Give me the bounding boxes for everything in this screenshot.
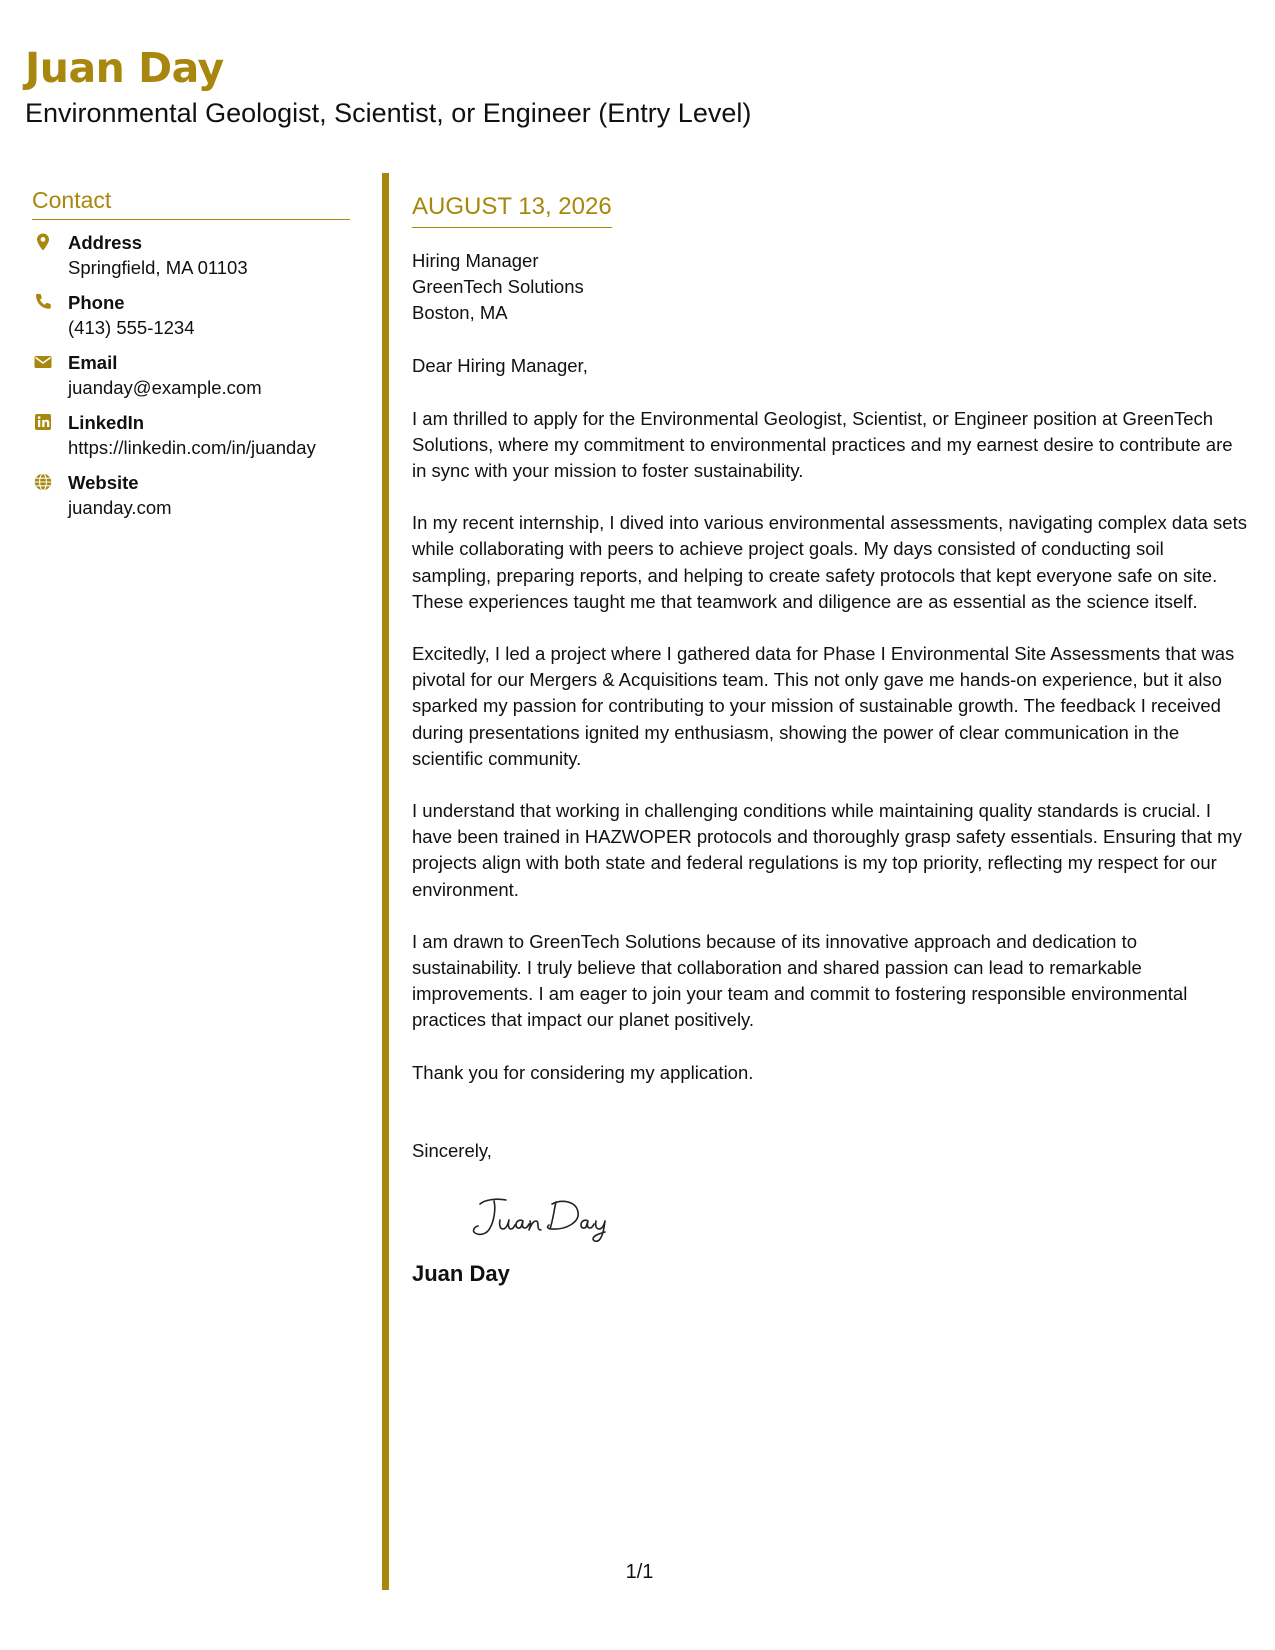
phone-icon — [32, 291, 54, 313]
contact-item-email — [32, 350, 350, 400]
handwritten-signature — [460, 1190, 640, 1246]
letter-paragraph: Thank you for considering my application. — [412, 1061, 754, 1083]
job-title: Environmental Geologist, Scientist, or Engineer (Entry Level) — [25, 98, 752, 128]
address-value: Springfield, MA 01103 — [68, 256, 248, 278]
website-label: Website — [68, 471, 139, 493]
page-number-text: 1/1 — [625, 1561, 654, 1583]
contact-item-linkedin — [32, 410, 350, 460]
website-value: juanday.com — [68, 496, 172, 518]
letter-date: AUGUST 13, 2026 — [412, 193, 612, 228]
email-value: juanday@example.com — [68, 376, 262, 398]
signed-name: Juan Day — [412, 1260, 510, 1286]
letter-paragraph: I understand that working in challenging conditions while maintaining quality standards is crucial. I have been trained in HAZWOPER protocols and thoroughly grasp safety essentials. Ensuring that my projects align with both state and federal regulations is my top priority, reflecting my respect for our environment. — [412, 800, 1242, 900]
envelope-icon — [32, 351, 54, 373]
page-number — [0, 1560, 1275, 1584]
vertical-divider — [382, 173, 389, 1590]
letter-paragraph: In my recent internship, I dived into various environmental assessments, navigating complex data sets while collaborating with peers to achieve project goals. My days consisted of conducting soil sampling, preparing reports, and helping to create safety protocols that kept everyone safe on site. These experiences taught me that teamwork and diligence are as essential as the science itself. — [412, 512, 1247, 612]
letter-body — [412, 193, 1247, 1288]
contact-item-website — [32, 470, 350, 520]
phone-label: Phone — [68, 291, 125, 313]
recipient-company: GreenTech Solutions — [412, 275, 584, 297]
contact-sidebar — [32, 187, 350, 530]
contact-item-phone — [32, 290, 350, 340]
salutation: Dear Hiring Manager, — [412, 354, 588, 376]
letter-paragraph: I am drawn to GreenTech Solutions because of its innovative approach and dedication to sustainability. I truly believe that collaboration and shared passion can lead to remarkable improvements. I am eager to join your team and commit to fostering responsible environmental practices that impact our planet positively. — [412, 930, 1188, 1031]
phone-value: (413) 555-1234 — [68, 316, 195, 338]
linkedin-label: LinkedIn — [68, 411, 145, 433]
globe-icon — [32, 471, 54, 493]
map-pin-icon — [32, 231, 54, 253]
address-label: Address — [68, 231, 143, 253]
linkedin-icon — [32, 411, 54, 433]
closing: Sincerely, — [412, 1139, 492, 1161]
recipient-block — [412, 248, 1247, 326]
contact-heading: Contact — [32, 187, 350, 220]
recipient-name: Hiring Manager — [412, 249, 539, 271]
email-label: Email — [68, 351, 118, 373]
applicant-name: Juan Day — [25, 44, 224, 92]
letter-paragraph: I am thrilled to apply for the Environmental Geologist, Scientist, or Engineer position at GreenTech Solutions, where my commitment to environmental practices and my earnest desire to contribute are in sync with your mission to foster sustainability. — [412, 407, 1233, 481]
linkedin-value: https://linkedin.com/in/juanday — [68, 436, 316, 458]
recipient-location: Boston, MA — [412, 301, 508, 323]
letter-paragraph: Excitedly, I led a project where I gathered data for Phase I Environmental Site Assessments that was pivotal for our Mergers & Acquisitions team. This not only gave me hands-on experience, but it also sparked my passion for contributing to your mission of sustainable growth. The feedback I received during presentations ignited my enthusiasm, showing the power of clear communication in the scientific community. — [412, 643, 1235, 769]
contact-item-address — [32, 230, 350, 280]
